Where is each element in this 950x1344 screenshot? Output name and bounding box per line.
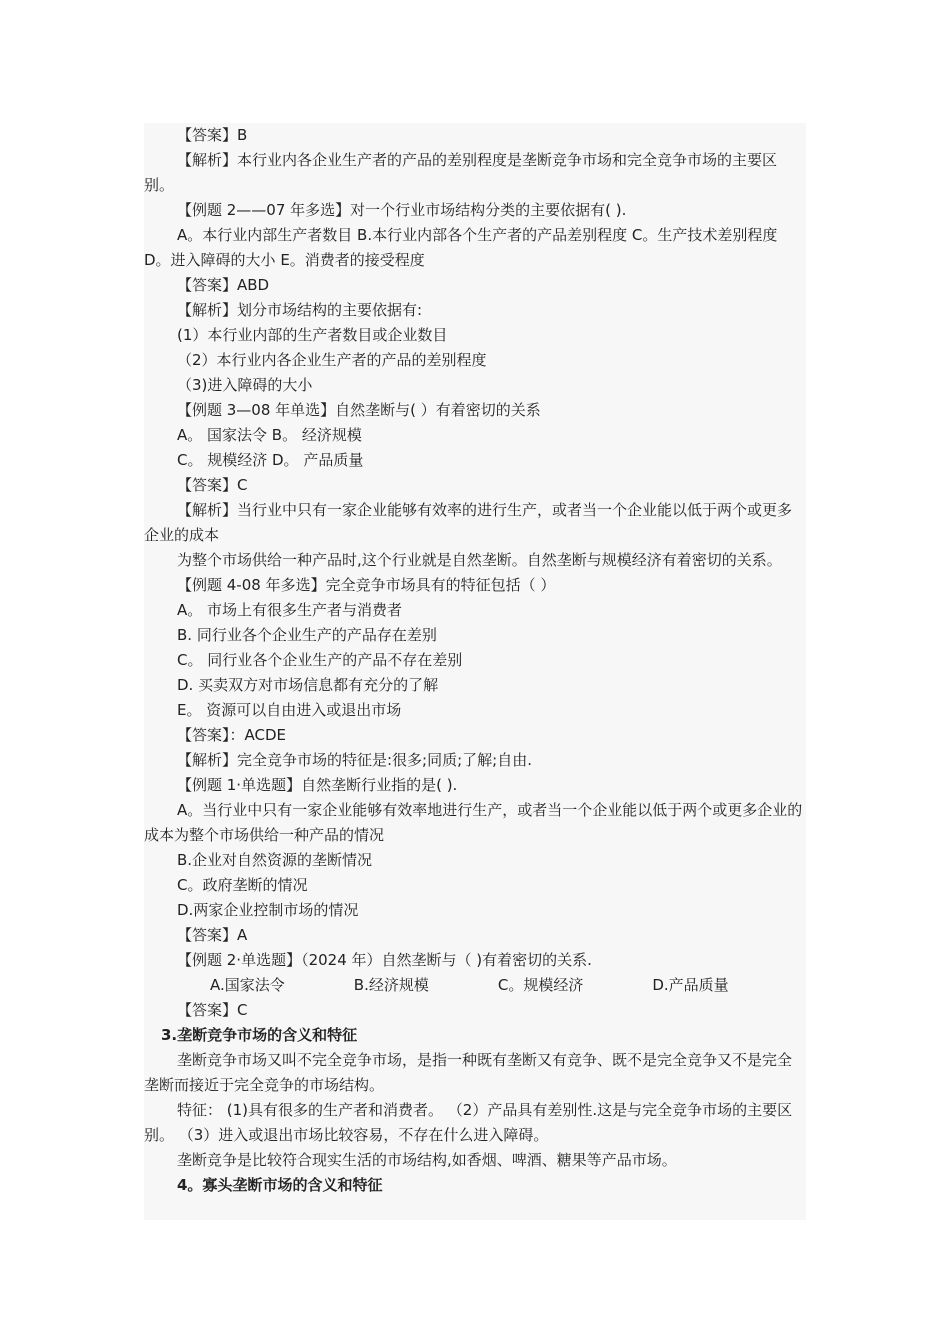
example-question: 【例题 1·单选题】自然垄断行业指的是( ). xyxy=(177,776,458,794)
list-item: (1）本行业内部的生产者数目或企业数目 xyxy=(177,326,448,344)
answer-line: 【答案】B xyxy=(177,126,248,144)
answer-line: 【答案】C xyxy=(177,476,248,494)
option-line: A。 市场上有很多生产者与消费者 xyxy=(177,601,403,619)
analysis-line: 【解析】本行业内各企业生产者的产品的差别程度是垄断竞争市场和完全竞争市场的主要区别。 xyxy=(144,151,778,194)
option-line: C。政府垄断的情况 xyxy=(177,876,308,894)
options-row xyxy=(144,973,806,998)
option-line: E。 资源可以自由进入或退出市场 xyxy=(177,701,402,719)
example-question: 【例题 2——07 年多选】对一个行业市场结构分类的主要依据有( ). xyxy=(177,201,627,219)
option-line: A。当行业中只有一家企业能够有效率地进行生产，或者当一个企业能以低于两个或更多企业的成本为整个市场供给一种产品的情况 xyxy=(144,801,803,844)
body-paragraph: 垄断竞争市场又叫不完全竞争市场，是指一种既有垄断又有竞争、既不是完全竞争又不是完全垄断而接近于完全竞争的市场结构。 xyxy=(144,1051,793,1094)
option-b: B.经济规模 xyxy=(353,976,429,994)
answer-line: 【答案】：ACDE xyxy=(177,726,286,744)
section-heading: 4。寡头垄断市场的含义和特征 xyxy=(177,1176,383,1194)
body-paragraph: 垄断竞争是比较符合现实生活的市场结构,如香烟、啤酒、糖果等产品市场。 xyxy=(177,1151,677,1169)
example-question: 【例题 2·单选题】（2024 年）自然垄断与（ )有着密切的关系. xyxy=(177,951,592,969)
list-item: （2）本行业内各企业生产者的产品的差别程度 xyxy=(177,351,487,369)
document-content xyxy=(144,123,806,1198)
analysis-line: 【解析】完全竞争市场的特征是:很多;同质;了解;自由. xyxy=(177,751,532,769)
example-question: 【例题 3—08 年单选】自然垄断与( ）有着密切的关系 xyxy=(177,401,541,419)
section-heading: 3.垄断竞争市场的含义和特征 xyxy=(161,1026,358,1044)
option-line: D. 买卖双方对市场信息都有充分的了解 xyxy=(177,676,439,694)
list-item: （3)进入障碍的大小 xyxy=(177,376,313,394)
option-line: B.企业对自然资源的垄断情况 xyxy=(177,851,373,869)
option-line: A。 国家法令 B。 经济规模 xyxy=(177,426,362,444)
analysis-line: 【解析】当行业中只有一家企业能够有效率的进行生产，或者当一个企业能以低于两个或更多企业的成本 xyxy=(144,501,793,544)
option-line: C。 规模经济 D。 产品质量 xyxy=(177,451,364,469)
option-d: D.产品质量 xyxy=(652,976,729,994)
answer-line: 【答案】A xyxy=(177,926,248,944)
answer-line: 【答案】ABD xyxy=(177,276,270,294)
option-line: B. 同行业各个企业生产的产品存在差别 xyxy=(177,626,437,644)
example-question: 【例题 4-08 年多选】完全竞争市场具有的特征包括（ ） xyxy=(177,576,556,594)
option-line: D.两家企业控制市场的情况 xyxy=(177,901,359,919)
option-a: A.国家法令 xyxy=(210,976,285,994)
analysis-line: 【解析】划分市场结构的主要依据有: xyxy=(177,301,423,319)
body-paragraph: 特征： (1)具有很多的生产者和消费者。 （2）产品具有差别性.这是与完全竞争市场的主要区别。 （3）进入或退出市场比较容易，不存在什么进入障碍。 xyxy=(144,1101,793,1144)
option-line: C。 同行业各个企业生产的产品不存在差别 xyxy=(177,651,463,669)
options-line: A。本行业内部生产者数目 B.本行业内部各个生产者的产品差别程度 C。生产技术差别程度 D。进入障碍的大小 E。消费者的接受程度 xyxy=(144,226,778,269)
option-c: C。规模经济 xyxy=(497,976,584,994)
analysis-line: 为整个市场供给一种产品时,这个行业就是自然垄断。自然垄断与规模经济有着密切的关系。 xyxy=(177,551,782,569)
answer-line: 【答案】C xyxy=(177,1001,248,1019)
